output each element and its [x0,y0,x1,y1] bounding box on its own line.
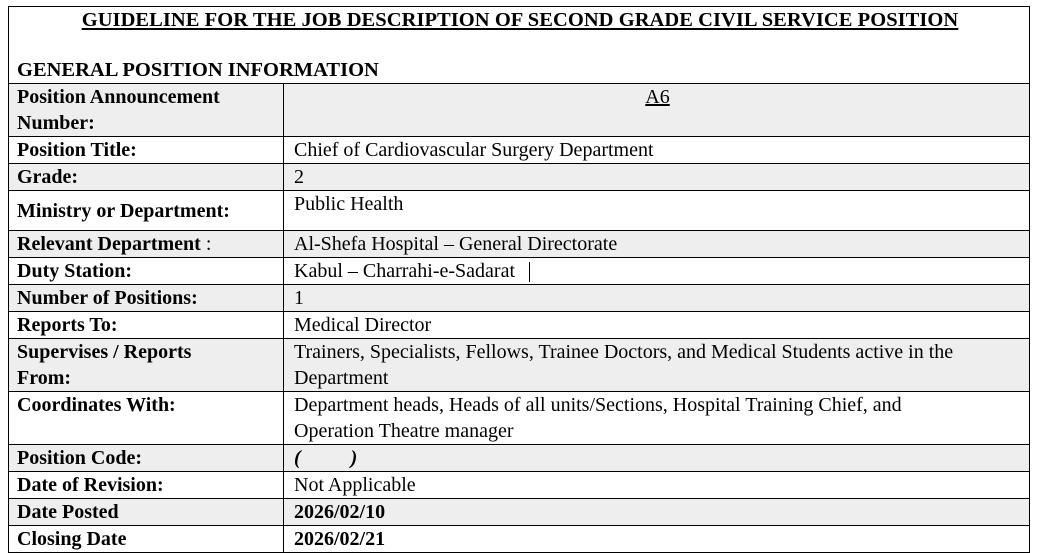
date-posted-value: 2026/02/10 [284,499,1030,526]
ministry-value: Public Health [284,191,1030,231]
text-cursor [529,262,530,282]
table-row [9,258,1030,285]
table-row [9,231,1030,258]
revision-value: Not Applicable [284,472,1030,499]
table-row [9,137,1030,164]
position-code-value: ( ) [284,445,1030,472]
announcement-value: A6 [284,84,1030,137]
table-row [9,84,1030,137]
position-info-table [8,83,1030,553]
table-row [9,526,1030,553]
document-title: GUIDELINE FOR THE JOB DESCRIPTION OF SECOND GRADE CIVIL SERVICE POSITION [81,9,959,31]
number-positions-label: Number of Positions: [9,285,284,312]
position-code-label: Position Code: [9,445,284,472]
relevant-department-label: Relevant Department : [9,231,284,258]
ministry-label: Ministry or Department: [9,191,284,231]
duty-station-label: Duty Station: [9,258,284,285]
table-row [9,164,1030,191]
number-positions-value: 1 [284,285,1030,312]
duty-station-value: Kabul – Charrahi-e-Sadarat [284,258,1030,285]
position-title-label: Position Title: [9,137,284,164]
grade-value: 2 [284,164,1030,191]
date-posted-label: Date Posted [9,499,284,526]
table-row [9,285,1030,312]
relevant-department-value: Al-Shefa Hospital – General Directorate [284,231,1030,258]
closing-date-label: Closing Date [9,526,284,553]
coordinates-value: Department heads, Heads of all units/Sections, Hospital Training Chief, and Operation Theatre manager [284,392,1030,445]
supervises-label: Supervises / Reports From: [9,339,284,392]
reports-to-value: Medical Director [284,312,1030,339]
table-row [9,312,1030,339]
closing-date-value: 2026/02/21 [284,526,1030,553]
revision-label: Date of Revision: [9,472,284,499]
coordinates-label: Coordinates With: [9,392,284,445]
announcement-label: Position Announcement Number: [9,84,284,137]
table-row [9,445,1030,472]
table-row [9,472,1030,499]
document-frame [8,6,1030,550]
table-row [9,392,1030,445]
section-heading: GENERAL POSITION INFORMATION [17,59,379,81]
table-row [9,339,1030,392]
reports-to-label: Reports To: [9,312,284,339]
supervises-value: Trainers, Specialists, Fellows, Trainee Doctors, and Medical Students active in the Department [284,339,1030,392]
position-title-value: Chief of Cardiovascular Surgery Department [284,137,1030,164]
table-row [9,499,1030,526]
table-row [9,191,1030,231]
grade-label: Grade: [9,164,284,191]
